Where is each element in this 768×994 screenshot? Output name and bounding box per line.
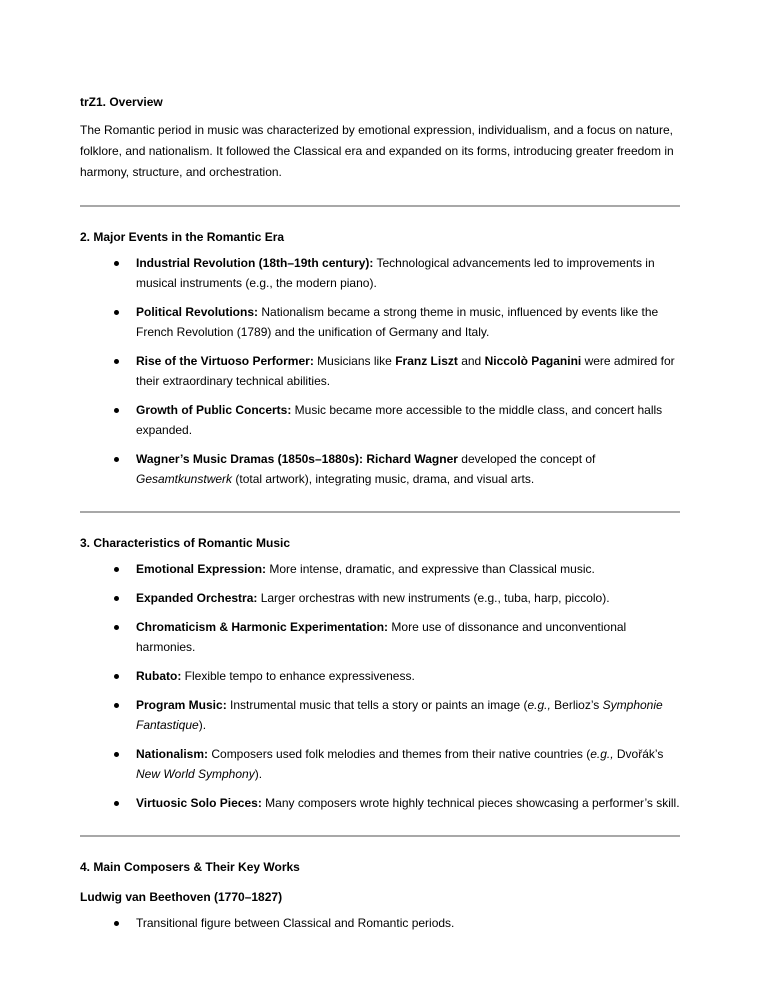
text-run: were admired for their extraordinary technical abilities. (136, 354, 675, 388)
list-item (80, 559, 680, 579)
bold-text: Franz Liszt (395, 354, 458, 368)
bold-text: Virtuosic Solo Pieces: (136, 796, 262, 810)
italic-text: Gesamtkunstwerk (136, 472, 233, 486)
text-run: Dvořák’s (613, 747, 664, 761)
bold-text: Rise of the Virtuoso Performer: (136, 354, 314, 368)
italic-text: e.g., (590, 747, 614, 761)
bold-text: Niccolò Paganini (484, 354, 582, 368)
section-divider (80, 835, 680, 837)
document-sections (80, 205, 680, 933)
section-heading: 3. Characteristics of Romantic Music (80, 536, 291, 550)
bold-text: Expanded Orchestra: (136, 591, 258, 605)
section-heading: 2. Major Events in the Romantic Era (80, 230, 285, 244)
bold-text: Growth of Public Concerts: (136, 403, 292, 417)
bold-text: Emotional Expression: (136, 562, 267, 576)
text-run: Musicians like (313, 354, 396, 368)
list-item (80, 617, 680, 657)
bold-text: Political Revolutions: (136, 305, 259, 319)
list-item (80, 913, 680, 933)
text-run: More use of dissonance and unconventional harmonies. (136, 620, 627, 654)
list-item (80, 253, 680, 293)
bold-text: Wagner’s Music Dramas (1850s–1880s): (136, 452, 364, 466)
list-item (80, 793, 680, 813)
section-heading: 4. Main Composers & Their Key Works (80, 860, 300, 874)
list-item (80, 302, 680, 342)
bullet-list (80, 913, 680, 933)
text-run: and (457, 354, 485, 368)
text-run: More intense, dramatic, and expressive than Classical music. (266, 562, 595, 576)
text-run: ). (198, 718, 207, 732)
text-run: Flexible tempo to enhance expressiveness. (181, 669, 415, 683)
section-divider (80, 205, 680, 207)
text-run: developed the concept of (457, 452, 596, 466)
bold-text: Program Music: (136, 698, 227, 712)
text-run: Berlioz’s (550, 698, 603, 712)
composer-heading: Ludwig van Beethoven (1770–1827) (80, 890, 283, 904)
overview-paragraph: The Romantic period in music was characterized by emotional expression, individualism, and a focus on nature, folklore, and nationalism. It followed the Classical era and expanded on its forms, introducing greater freedom in harmony, structure, and orchestration. (80, 123, 674, 179)
list-item (80, 695, 680, 735)
text-run: Many composers wrote highly technical pieces showcasing a performer’s skill. (261, 796, 680, 810)
text-run: Technological advancements led to improvements in musical instruments (e.g., the modern piano). (136, 256, 655, 290)
italic-text: New World Symphony (136, 767, 255, 781)
text-run: Larger orchestras with new instruments (e.g., tuba, harp, piccolo). (257, 591, 610, 605)
list-item (80, 400, 680, 440)
bold-text: Industrial Revolution (18th–19th century): (136, 256, 374, 270)
list-item (80, 449, 680, 489)
section-divider (80, 511, 680, 513)
bold-text: Chromaticism & Harmonic Experimentation: (136, 620, 389, 634)
section-heading-overview: trZ1. Overview (80, 95, 163, 109)
list-item (80, 744, 680, 784)
bold-text: Rubato: (136, 669, 182, 683)
text-run: Transitional figure between Classical and Romantic periods. (136, 916, 455, 930)
text-run: Composers used folk melodies and themes from their native countries ( (208, 747, 591, 761)
italic-text: Symphonie Fantastique (136, 698, 663, 732)
italic-text: e.g., (527, 698, 551, 712)
list-item (80, 588, 680, 608)
text-run: Music became more accessible to the middle class, and concert halls expanded. (136, 403, 663, 437)
text-run: Nationalism became a strong theme in music, influenced by events like the French Revolution (1789) and the unification of Germany and Italy. (136, 305, 659, 339)
bullet-list (80, 559, 680, 813)
list-item (80, 666, 680, 686)
bold-text: Richard Wagner (366, 452, 458, 466)
document-page (80, 92, 680, 942)
bullet-list (80, 253, 680, 489)
text-run: ). (254, 767, 263, 781)
text-run: Instrumental music that tells a story or paints an image ( (226, 698, 528, 712)
text-run: (total artwork), integrating music, drama, and visual arts. (232, 472, 535, 486)
list-item (80, 351, 680, 391)
bold-text: Nationalism: (136, 747, 209, 761)
